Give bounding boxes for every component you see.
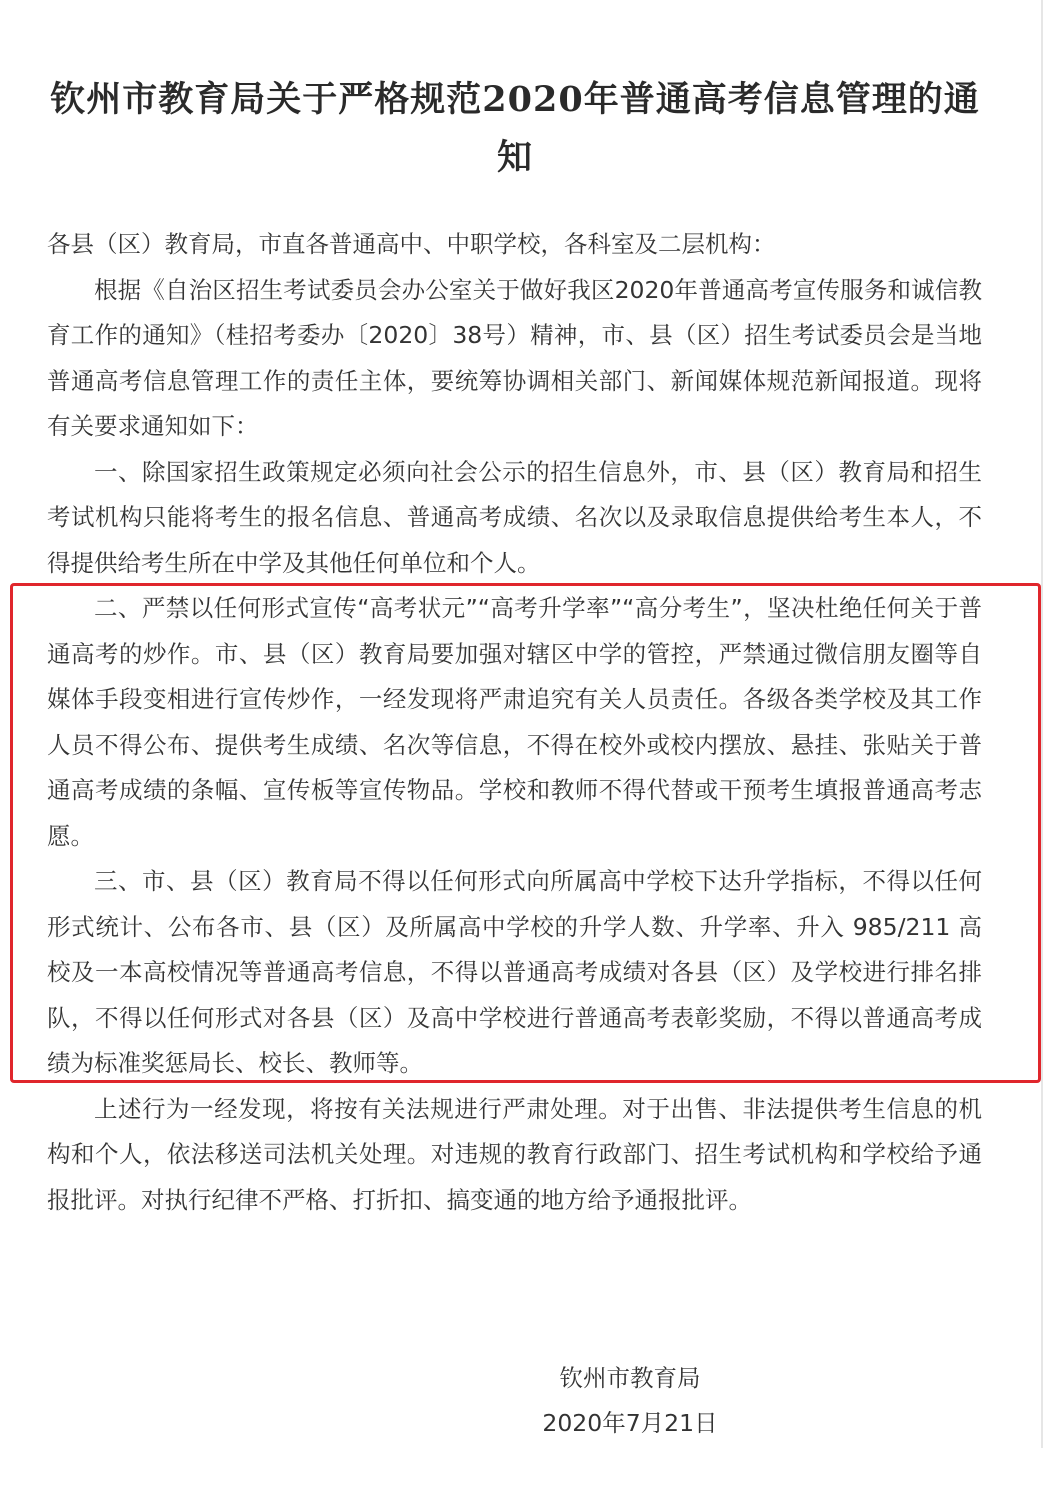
paragraph-item-2: 二、严禁以任何形式宣传“高考状元”“高考升学率”“高分考生”，坚决杜绝任何关于普通高考的炒作。市、县（区）教育局要加强对辖区中学的管控，严禁通过微信朋友圈等自媒体手段变相进行宣传炒作，一经发现将严肃追究有关人员责任。各级各类学校及其工作人员不得公布、提供考生成绩、名次等信息，不得在校外或校内摆放、悬挂、张贴关于普通高考成绩的条幅、宣传板等宣传物品。学校和教师不得代替或干预考生填报普通高考志愿。 xyxy=(47,594,982,850)
paragraph-preamble: 根据《自治区招生考试委员会办公室关于做好我区2020年普通高考宣传服务和诚信教育工作的通知》（桂招考委办〔2020〕38号）精神，市、县（区）招生考试委员会是当地普通高考信息管理工作的责任主体，要统筹协调相关部门、新闻媒体规范新闻报道。现将有关要求通知如下： xyxy=(47,275,982,440)
highlight-annotation-box xyxy=(10,583,1041,1083)
signature-issuer: 钦州市教育局 xyxy=(559,1364,701,1392)
document-title: 钦州市教育局关于严格规范2020年普通高考信息管理的通知 xyxy=(50,79,980,179)
paragraph-item-1: 一、除国家招生政策规定必须向社会公示的招生信息外，市、县（区）教育局和招生考试机构只能将考生的报名信息、普通高考成绩、名次以及录取信息提供给考生本人，不得提供给考生所在中学及其他任何单位和个人。 xyxy=(47,457,982,577)
signature-block xyxy=(480,1356,780,1446)
page-edge-divider xyxy=(1041,0,1043,1448)
salutation: 各县（区）教育局，市直各普通高中、中职学校，各科室及二层机构： xyxy=(47,230,776,258)
paragraph-item-3: 三、市、县（区）教育局不得以任何形式向所属高中学校下达升学指标，不得以任何形式统计、公布各市、县（区）及所属高中学校的升学人数、升学率、升入 985/211 高校及一本高校情况等普通高考信息，不得以普通高考成绩对各县（区）及学校进行排名排队，不得以任何形式对各县（区）及高中学校进行普通高考表彰奖励，不得以普通高考成绩为标准奖惩局长、校长、教师等。 xyxy=(47,867,982,1077)
signature-date: 2020年7月21日 xyxy=(542,1409,718,1437)
paragraph-closing: 上述行为一经发现，将按有关法规进行严肃处理。对于出售、非法提供考生信息的机构和个人，依法移送司法机关处理。对违规的教育行政部门、招生考试机构和学校给予通报批评。对执行纪律不严格、打折扣、搞变通的地方给予通报批评。 xyxy=(47,1094,982,1214)
